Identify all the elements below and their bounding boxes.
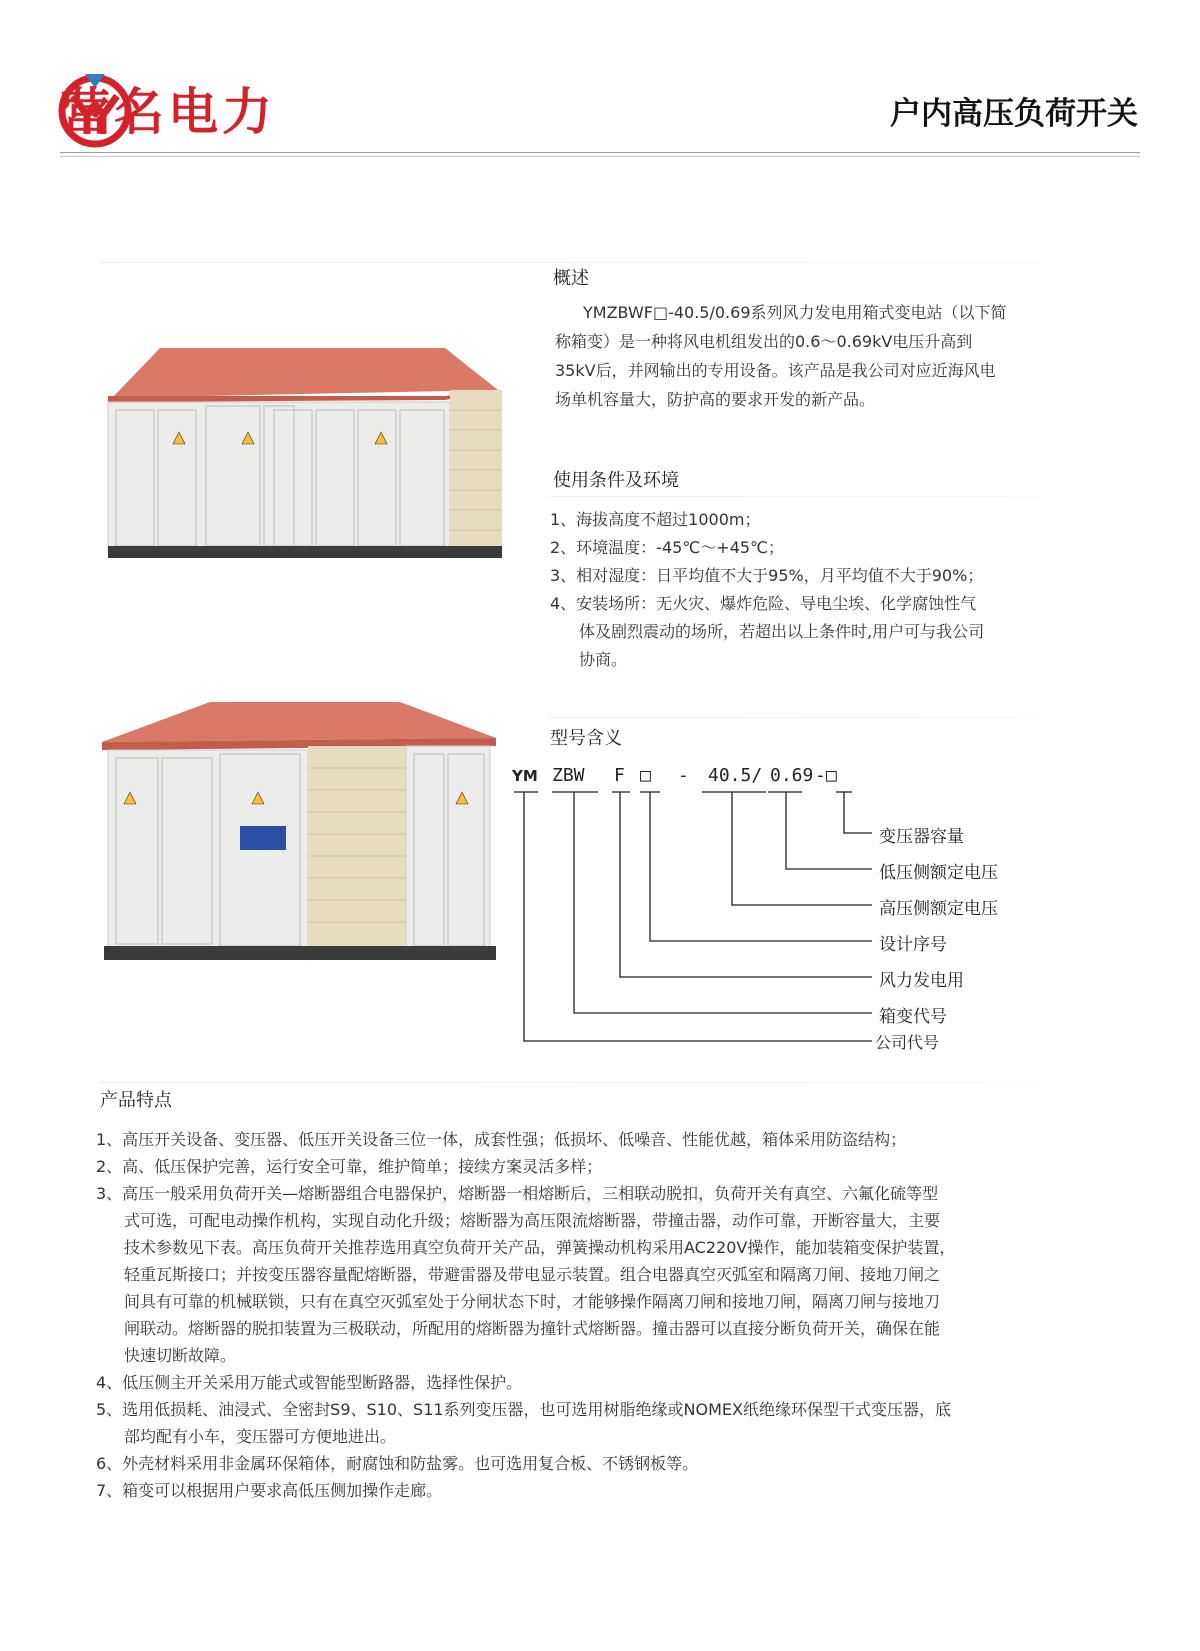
list-item: 6、外壳材料采用非金属环保箱体，耐腐蚀和防盐雾。也可选用复合板、不锈钢板等。	[96, 1454, 699, 1473]
model-label-serial: 设计序号	[879, 935, 947, 955]
model-part-series: ZBW	[552, 765, 585, 786]
divider	[550, 496, 1040, 497]
substation-photo-1	[100, 340, 510, 565]
conditions-title: 使用条件及环境	[553, 470, 679, 491]
list-item: 式可选，可配电动操作机构，实现自动化升级；熔断器为高压限流熔断器，带撞击器，动作可靠，开断容量大，主要	[124, 1211, 941, 1230]
model-part-dash: -	[678, 765, 689, 786]
model-label-capacity: 变压器容量	[879, 827, 964, 847]
overview-line: 称箱变）是一种将风电机组发出的0.6～0.69kV电压升高到	[555, 332, 973, 351]
brand-name: 营名电力	[60, 82, 276, 141]
model-title: 型号含义	[550, 728, 622, 749]
divider	[550, 717, 1040, 718]
list-item: 5、选用低损耗、油浸式、全密封S9、S10、S11系列变压器，也可选用树脂绝缘或NOMEX纸绝缘环保型干式变压器，底	[96, 1400, 951, 1419]
list-item: 2、环境温度：-45℃～+45℃；	[550, 538, 785, 557]
model-part-hv: 40.5/	[708, 765, 763, 786]
model-label-series: 箱变代号	[879, 1007, 947, 1027]
list-item: 3、相对湿度：日平均值不大于95%，月平均值不大于90%；	[550, 566, 984, 585]
model-label-hv: 高压侧额定电压	[879, 899, 998, 919]
model-label-company: 公司代号	[875, 1033, 940, 1052]
overview-prefix: YM	[583, 303, 607, 322]
list-item: 1、高压开关设备、变压器、低压开关设备三位一体，成套性强；低损坏、低噪音、性能优越，箱体采用防盗结构；	[96, 1130, 907, 1149]
list-item: 快速切断故障。	[124, 1346, 237, 1365]
page-title: 户内高压负荷开关	[890, 96, 1138, 132]
model-part-company: YM	[512, 767, 538, 785]
overview-line: ZBWF□-40.5/0.69系列风力发电用箱式变电站（以下简	[606, 303, 1007, 322]
list-item: 2、高、低压保护完善，运行安全可靠，维护简单；接续方案灵活多样；	[96, 1157, 603, 1176]
list-item: 1、海拔高度不超过1000m；	[550, 510, 761, 529]
divider	[100, 262, 1040, 263]
header-divider	[60, 152, 1140, 153]
substation-photo-2	[100, 700, 500, 965]
overview-paragraph	[555, 298, 1045, 414]
features-title: 产品特点	[100, 1090, 172, 1111]
model-part-lv: 0.69	[770, 765, 814, 786]
model-part-wind: F	[614, 765, 625, 786]
model-label-wind: 风力发电用	[879, 971, 964, 991]
list-item: 4、低压侧主开关采用万能式或智能型断路器，选择性保护。	[96, 1373, 523, 1392]
conditions-list	[550, 506, 1040, 674]
list-item: 体及剧烈震动的场所，若超出以上条件时,用户可与我公司	[579, 622, 985, 641]
list-item: 技术参数见下表。高压负荷开关推荐选用真空负荷开关产品，弹簧操动机构采用AC220V操作，能加装箱变保护装置，	[124, 1238, 956, 1257]
list-item: 3、高压一般采用负荷开关—熔断器组合电器保护，熔断器一相熔断后，三相联动脱扣，负荷开关有真空、六氟化硫等型	[96, 1184, 939, 1203]
divider	[100, 1082, 1040, 1083]
model-part-serial: □	[640, 765, 651, 786]
header-divider-2	[60, 156, 1140, 157]
list-item: 轻重瓦斯接口；并按变压器容量配熔断器，带避雷器及带电显示装置。组合电器真空灭弧室和隔离刀闸、接地刀闸之	[124, 1265, 941, 1284]
list-item: 协商。	[579, 650, 628, 669]
list-item: 间具有可靠的机械联锁，只有在真空灭弧室处于分闸状态下时，才能够操作隔离刀闸和接地刀闸，隔离刀闸与接地刀	[124, 1292, 941, 1311]
features-list	[96, 1126, 1056, 1504]
overview-line: 35kV后，并网输出的专用设备。该产品是我公司对应近海风电	[555, 361, 996, 380]
overview-title: 概述	[553, 268, 589, 289]
list-item: 部均配有小车，变压器可方便地进出。	[124, 1427, 397, 1446]
list-item: 4、安装场所：无火灾、爆炸危险、导电尘埃、化学腐蚀性气	[550, 594, 977, 613]
model-bracket-lines	[510, 785, 880, 1045]
model-label-lv: 低压侧额定电压	[879, 863, 998, 883]
list-item: 闸联动。熔断器的脱扣装置为三极联动，所配用的熔断器为撞针式熔断器。撞击器可以直接分断负荷开关，确保在能	[124, 1319, 941, 1338]
model-part-capacity: -□	[815, 765, 837, 786]
list-item: 7、箱变可以根据用户要求高低压侧加操作走廊。	[96, 1481, 443, 1500]
overview-line: 场单机容量大，防护高的要求开发的新产品。	[555, 390, 876, 409]
